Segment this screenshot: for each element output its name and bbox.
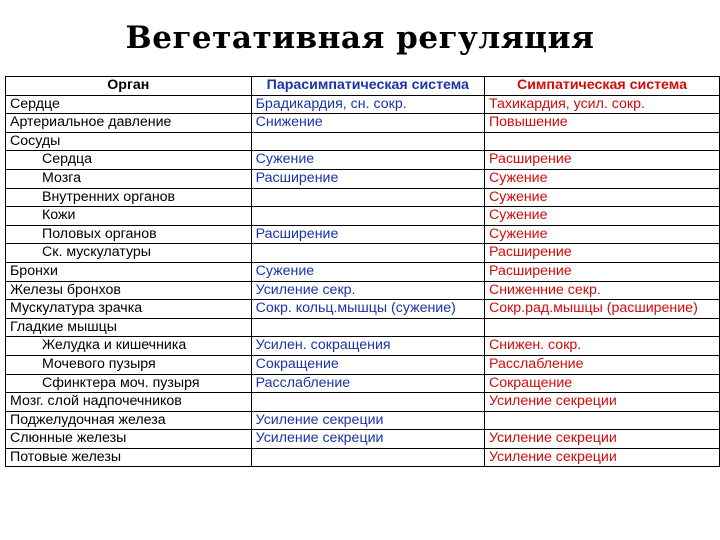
parasympathetic-cell: Сокр. кольц.мышцы (сужение) xyxy=(251,300,484,319)
parasympathetic-cell xyxy=(251,188,484,207)
organ-cell: Мозг. слой надпочечников xyxy=(6,393,252,412)
parasympathetic-cell: Расширение xyxy=(251,225,484,244)
organ-cell: Мочевого пузыря xyxy=(6,355,252,374)
organ-cell: Ск. мускулатуры xyxy=(6,244,252,263)
page-title: Вегетативная регуляция xyxy=(125,20,595,56)
sympathetic-cell: Сниженние секр. xyxy=(484,281,719,300)
table-row xyxy=(6,151,720,170)
table-row xyxy=(6,188,720,207)
parasympathetic-cell xyxy=(251,132,484,151)
organ-cell: Железы бронхов xyxy=(6,281,252,300)
table-row xyxy=(6,244,720,263)
sympathetic-cell: Расширение xyxy=(484,262,719,281)
parasympathetic-cell: Расслабление xyxy=(251,374,484,393)
organ-cell: Сфинктера моч. пузыря xyxy=(6,374,252,393)
parasympathetic-cell xyxy=(251,448,484,467)
organ-cell: Мозга xyxy=(6,169,252,188)
parasympathetic-cell: Усиление секр. xyxy=(251,281,484,300)
sympathetic-cell: Сужение xyxy=(484,169,719,188)
parasympathetic-cell: Брадикардия, сн. сокр. xyxy=(251,95,484,114)
table-row xyxy=(6,95,720,114)
parasympathetic-cell: Усилен. сокращения xyxy=(251,337,484,356)
organ-cell: Потовые железы xyxy=(6,448,252,467)
parasympathetic-cell xyxy=(251,393,484,412)
organ-cell: Желудка и кишечника xyxy=(6,337,252,356)
sympathetic-cell: Усиление секреции xyxy=(484,430,719,449)
parasympathetic-cell xyxy=(251,318,484,337)
table-row xyxy=(6,225,720,244)
table-row xyxy=(6,430,720,449)
sympathetic-cell xyxy=(484,318,719,337)
sympathetic-cell: Повышение xyxy=(484,114,719,133)
sympathetic-cell: Сужение xyxy=(484,207,719,226)
table-row xyxy=(6,132,720,151)
organ-cell: Гладкие мышцы xyxy=(6,318,252,337)
header-sympathetic: Симпатическая система xyxy=(484,77,719,96)
organ-cell: Внутренних органов xyxy=(6,188,252,207)
parasympathetic-cell xyxy=(251,207,484,226)
organ-cell: Сердце xyxy=(6,95,252,114)
table-header-row xyxy=(6,77,720,96)
sympathetic-cell xyxy=(484,132,719,151)
sympathetic-cell: Сужение xyxy=(484,188,719,207)
sympathetic-cell: Снижен. сокр. xyxy=(484,337,719,356)
sympathetic-cell: Сужение xyxy=(484,225,719,244)
sympathetic-cell xyxy=(484,411,719,430)
table-row xyxy=(6,411,720,430)
organ-cell: Слюнные железы xyxy=(6,430,252,449)
sympathetic-cell: Усиление секреции xyxy=(484,393,719,412)
parasympathetic-cell: Усиление секреции xyxy=(251,411,484,430)
table-row xyxy=(6,374,720,393)
organ-cell: Сердца xyxy=(6,151,252,170)
sympathetic-cell: Усиление секреции xyxy=(484,448,719,467)
table-row xyxy=(6,207,720,226)
table-row xyxy=(6,114,720,133)
regulation-table xyxy=(5,76,720,467)
sympathetic-cell: Сокр.рад.мышцы (расширение) xyxy=(484,300,719,319)
header-parasympathetic: Парасимпатическая система xyxy=(251,77,484,96)
parasympathetic-cell xyxy=(251,244,484,263)
organ-cell: Артериальное давление xyxy=(6,114,252,133)
organ-cell: Бронхи xyxy=(6,262,252,281)
sympathetic-cell: Тахикардия, усил. сокр. xyxy=(484,95,719,114)
table-row xyxy=(6,355,720,374)
table-row xyxy=(6,448,720,467)
sympathetic-cell: Сокращение xyxy=(484,374,719,393)
parasympathetic-cell: Сужение xyxy=(251,151,484,170)
table-row xyxy=(6,262,720,281)
table-row xyxy=(6,318,720,337)
table-row xyxy=(6,281,720,300)
table-row xyxy=(6,337,720,356)
organ-cell: Мускулатура зрачка xyxy=(6,300,252,319)
header-organ: Орган xyxy=(6,77,252,96)
table-row xyxy=(6,300,720,319)
sympathetic-cell: Расширение xyxy=(484,244,719,263)
parasympathetic-cell: Сужение xyxy=(251,262,484,281)
sympathetic-cell: Расслабление xyxy=(484,355,719,374)
organ-cell: Сосуды xyxy=(6,132,252,151)
table-row xyxy=(6,169,720,188)
table-row xyxy=(6,393,720,412)
organ-cell: Кожи xyxy=(6,207,252,226)
parasympathetic-cell: Расширение xyxy=(251,169,484,188)
organ-cell: Половых органов xyxy=(6,225,252,244)
sympathetic-cell: Расширение xyxy=(484,151,719,170)
parasympathetic-cell: Сокращение xyxy=(251,355,484,374)
organ-cell: Поджелудочная железа xyxy=(6,411,252,430)
parasympathetic-cell: Снижение xyxy=(251,114,484,133)
parasympathetic-cell: Усиление секреции xyxy=(251,430,484,449)
